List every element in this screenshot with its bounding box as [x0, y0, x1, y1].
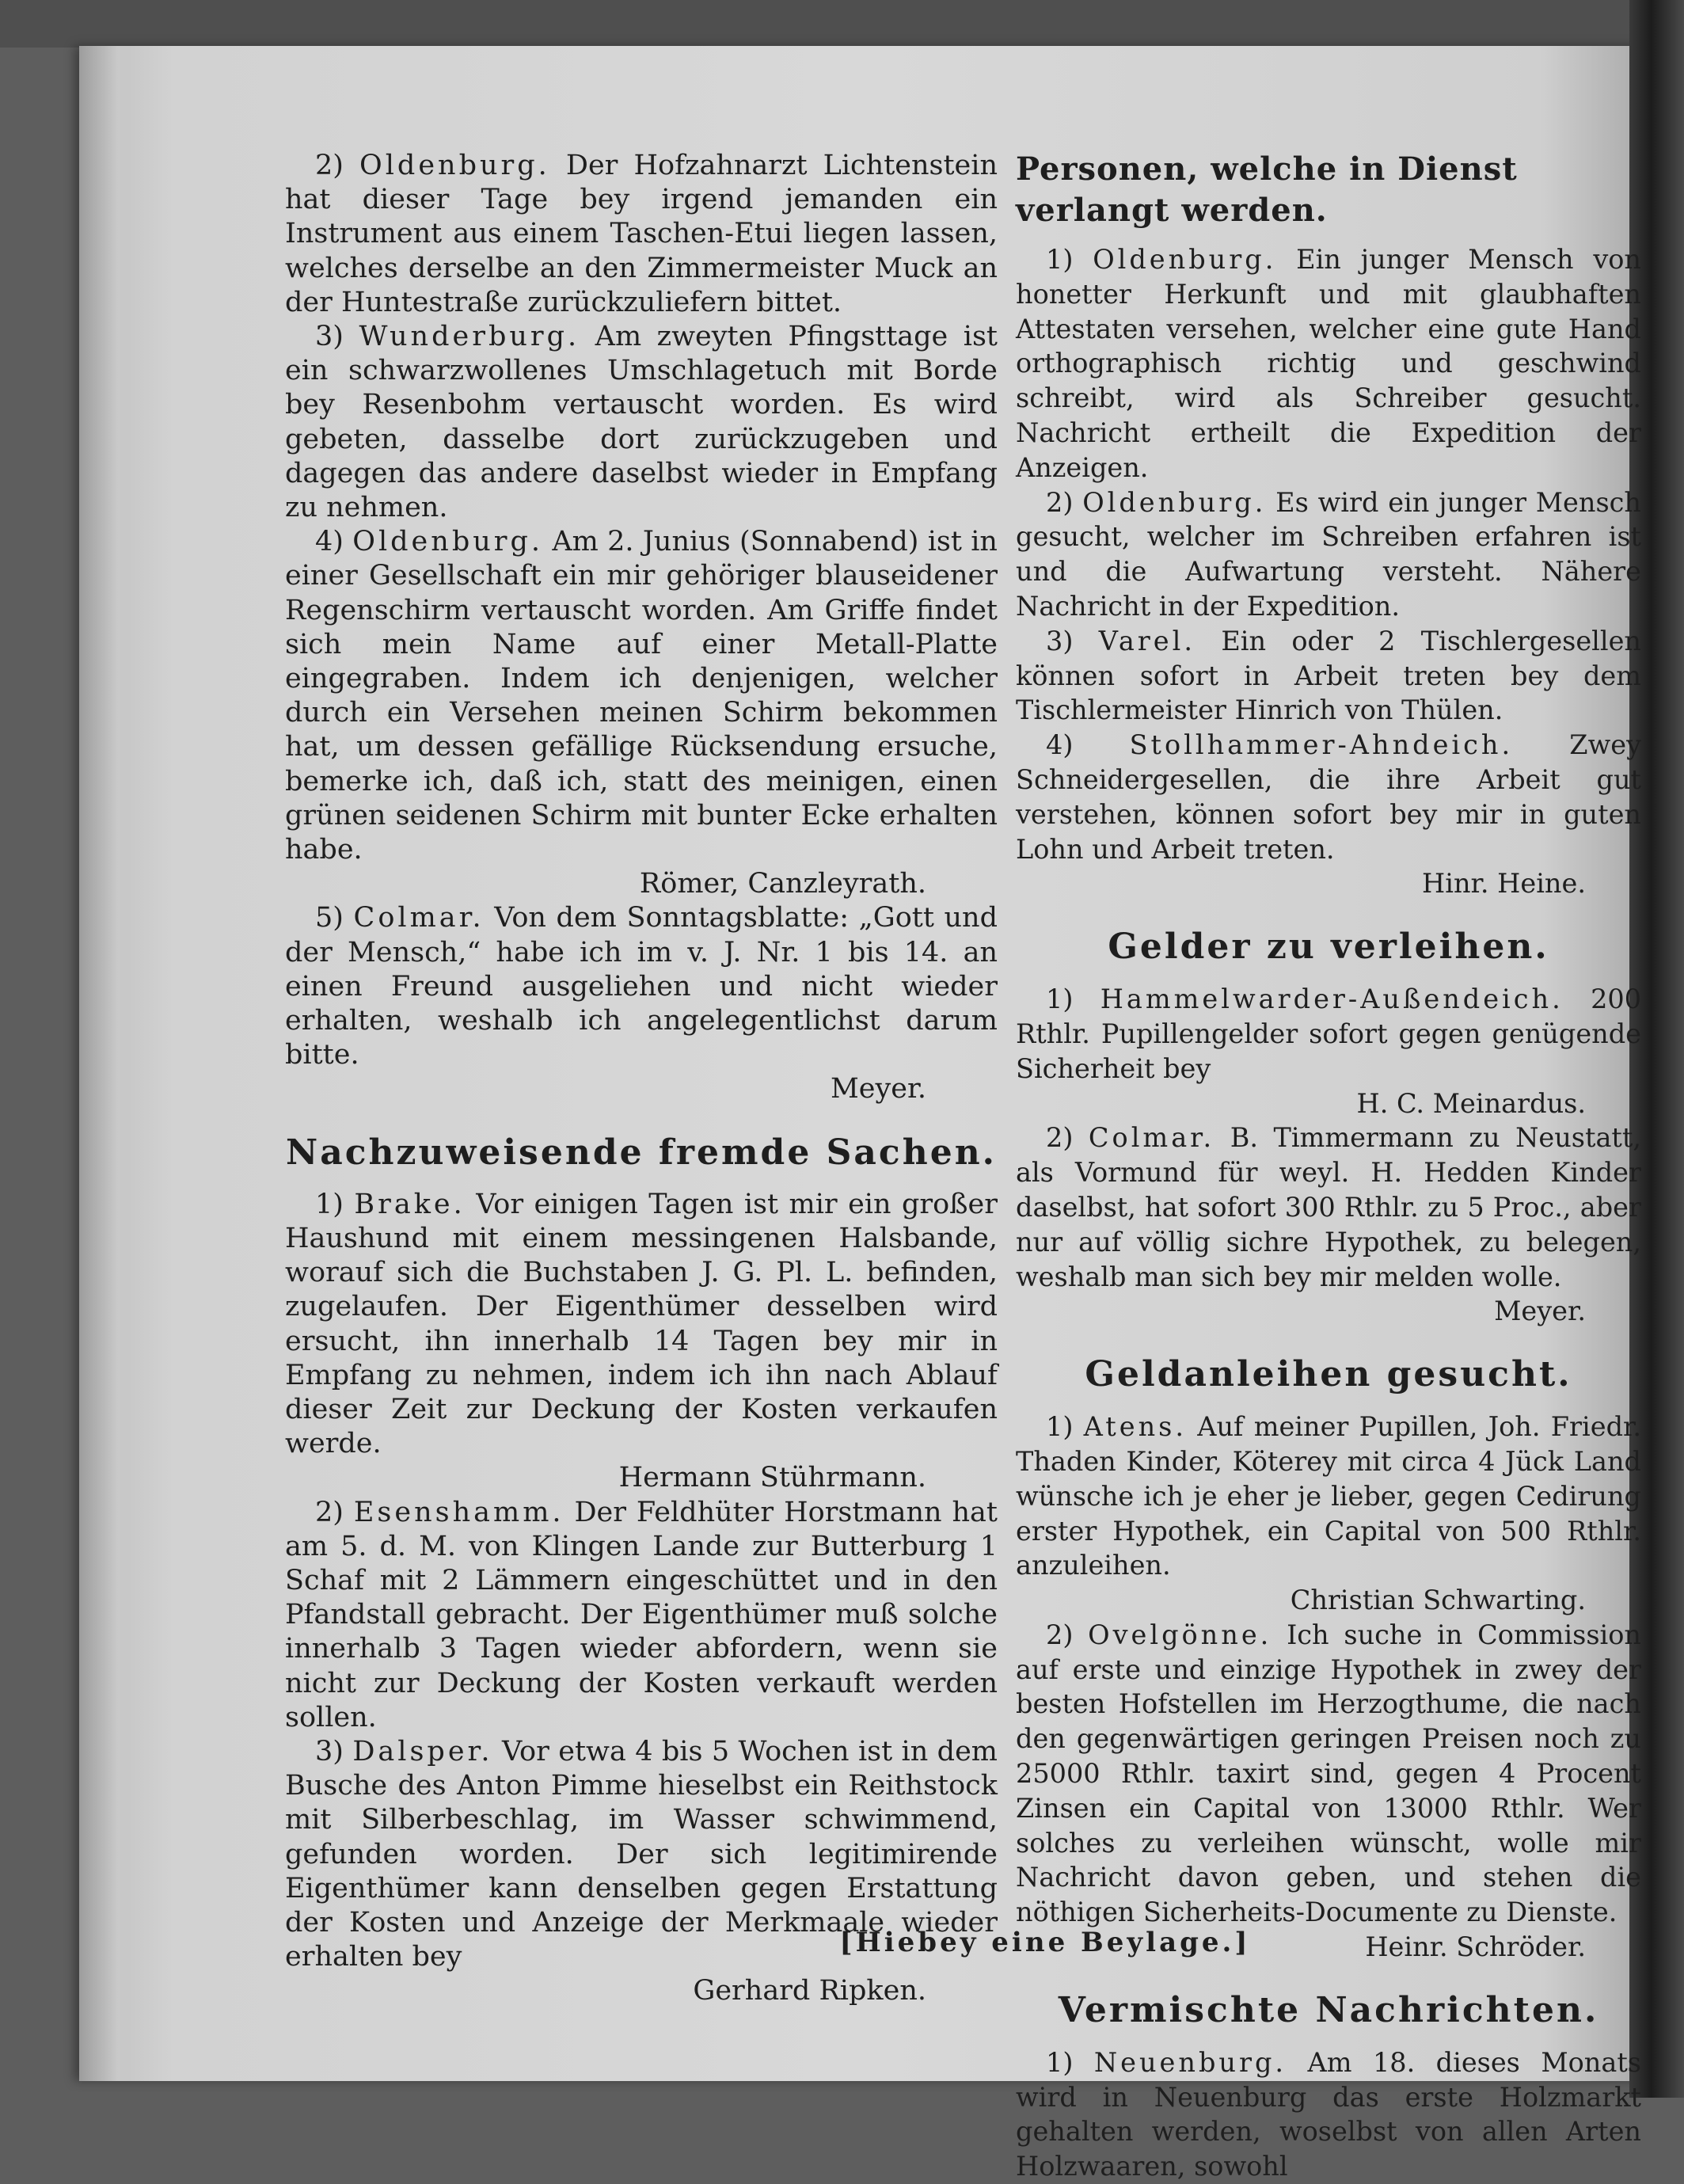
- section-heading-service-wanted: Personen, welche in Dienst verlangt werden.: [1016, 150, 1518, 229]
- notice-loan-1: 1) Atens. Auf meiner Pupillen, Joh. Friedr. Thaden Kinder, Köterey mit circa 4 Jück Land wünsche ich je eher je lieber, gegen Cedirung erster Hypothek, ein Capital von 500 Rthlr. anzuleihen.: [1016, 1411, 1642, 1581]
- signature: Gerhard Ripken.: [693, 1975, 926, 2007]
- signature: Meyer.: [830, 1073, 926, 1105]
- signature: H. C. Meinardus.: [1356, 1087, 1586, 1119]
- signature: Hinr. Heine.: [1422, 868, 1586, 900]
- notice-lend-1: 1) Hammelwarder-Außendeich. 200 Rthlr. Pupillengelder sofort gegen genügende Sicherheit bey: [1016, 984, 1642, 1084]
- section-heading-loans-wanted: Geldanleihen gesucht.: [1085, 1354, 1572, 1395]
- notice-loan-2: 2) Ovelgönne. Ich suche in Commission auf erste und einzige Hypothek in zwey der besten Hofstellen im Herzogthume, die nach den gegenwärtigen geringen Preisen noch zu 25000 Rthlr. taxirt sind, gegen 4 Procent Zinsen ein Capital von 13000 Rthlr. Wer solches zu verleihen wünscht, wolle mir Nachricht davon geben, und stehen die nöthigen Sicherheits-Documente zu Dienste.: [1016, 1619, 1641, 1928]
- right-column: [1016, 149, 1641, 2184]
- notice-service-3: 3) Varel. Ein oder 2 Tischlergesellen können sofort in Arbeit treten bey dem Tischlermeister Hinrich von Thülen.: [1016, 625, 1641, 726]
- section-heading-money-to-lend: Gelder zu verleihen.: [1108, 926, 1549, 968]
- notice-left-4: 4) Oldenburg. Am 2. Junius (Sonnabend) ist in einer Gesellschaft ein mir gehöriger blauseidener Regenschirm vertauscht worden. Am Griffe findet sich mein Name auf einer Metall-Platte eingegraben. Indem ich denjenigen, welcher durch ein Versehen meinen Schirm bekommen hat, um dessen gefällige Rücksendung ersuche, bemerke ich, daß ich, statt des meinigen, einen grünen seidenen Schirm mit bunter Ecke erhalten habe.: [285, 526, 998, 866]
- left-column: [285, 149, 998, 2009]
- notice-found-1: 1) Brake. Vor einigen Tagen ist mir ein großer Haushund mit einem messingenen Halsbande, worauf sich die Buchstaben J. G. Pl. L. befinden, zugelaufen. Der Eigenthümer desselben wird ersucht, ihn innerhalb 14 Tagen bey mir in Empfang zu nehmen, indem ich ihn nach Ablauf dieser Zeit zur Deckung der Kosten verkaufen werde.: [285, 1188, 998, 1460]
- signature: Meyer.: [1494, 1296, 1586, 1327]
- notice-service-1: 1) Oldenburg. Ein junger Mensch von honetter Herkunft und mit glaubhaften Attestaten versehen, welcher eine gute Hand orthographisch richtig und geschwind schreibt, wird als Schreiber gesucht. Nachricht ertheilt die Expedition der Anzeigen.: [1016, 244, 1641, 483]
- signature: Hermann Stührmann.: [618, 1462, 926, 1494]
- notice-service-2: 2) Oldenburg. Es wird ein junger Mensch gesucht, welcher im Schreiben erfahren ist und die Aufwartung versteht. Nähere Nachricht in der Expedition.: [1016, 486, 1641, 622]
- signature: Heinr. Schröder.: [1365, 1931, 1586, 1963]
- section-heading-found-items: Nachzuweisende fremde Sachen.: [285, 1132, 997, 1173]
- section-heading-miscellaneous: Vermischte Nachrichten.: [1058, 1989, 1599, 2030]
- notice-found-3: 3) Dalsper. Vor etwa 4 bis 5 Wochen ist in dem Busche des Anton Pimme hieselbst ein Reithstock mit Silberbeschlag, im Wasser schwimmend, gefunden worden. Der sich legitimirende Eigenthümer kann denselben gegen Erstattung der Kosten und Anzeige der Merkmaale wieder erhalten bey: [285, 1735, 998, 1973]
- signature: Christian Schwarting.: [1290, 1585, 1586, 1616]
- scan-background-top: [0, 0, 1684, 48]
- notice-left-5: 5) Colmar. Von dem Sonntagsblatte: „Gott und der Mensch,“ habe ich im v. J. Nr. 1 bis 14. an einen Freund ausgeliehen und nicht wieder erhalten, weshalb ich angelegentlichst darum bitte.: [285, 902, 998, 1071]
- page-fold-shadow: [79, 46, 135, 2081]
- supplement-note: [Hiebey eine Beylage.]: [839, 1927, 1251, 1958]
- notice-found-2: 2) Esenshamm. Der Feldhüter Horstmann hat am 5. d. M. von Klingen Lande zur Butterburg 1 Schaf mit 2 Lämmern eingeschüttet und in den Pfandstall gebracht. Der Eigenthümer muß solche innerhalb 3 Tagen wieder abfordern, wenn sie nicht zur Deckung der Kosten verkauft werden sollen.: [285, 1496, 998, 1733]
- notice-misc-1: 1) Neuenburg. Am 18. dieses Monats wird in Neuenburg das erste Holzmarkt gehalten werden, woselbst von allen Arten Holzwaaren, sowohl: [1016, 2046, 1641, 2182]
- notice-lend-2: 2) Colmar. B. Timmermann zu Neustatt, als Vormund für weyl. H. Hedden Kinder daselbst, hat sofort 300 Rthlr. zu 5 Proc., aber nur auf völlig sichre Hypothek, zu belegen, weshalb man sich bey mir melden wolle.: [1016, 1122, 1641, 1292]
- notice-left-2: 2) Oldenburg. Der Hofzahnarzt Lichtenstein hat dieser Tage bey irgend jemanden ein Instrument aus einem Taschen-Etui liegen lassen, welches derselbe an den Zimmermeister Muck an der Huntestraße zurückzuliefern bittet.: [285, 150, 998, 318]
- notice-left-3: 3) Wunderburg. Am zweyten Pfingsttage ist ein schwarzwollenes Umschlagetuch mit Borde bey Resenbohm vertauscht worden. Es wird gebeten, dasselbe dort zurückzugeben und dagegen das andere daselbst wieder in Empfang zu nehmen.: [285, 321, 998, 524]
- signature: Römer, Canzleyrath.: [639, 868, 926, 900]
- notice-service-4: 4) Stollhammer-Ahndeich. Zwey Schneidergesellen, die ihre Arbeit gut verstehen, können sofort bey mir in guten Lohn und Arbeit treten.: [1016, 729, 1641, 865]
